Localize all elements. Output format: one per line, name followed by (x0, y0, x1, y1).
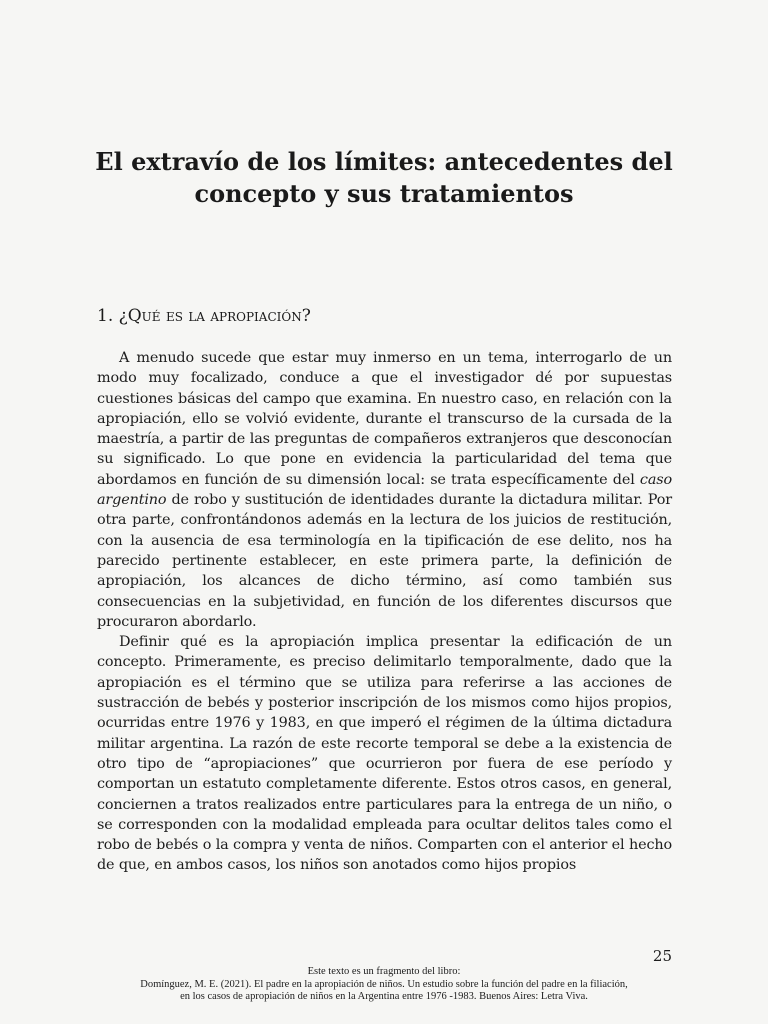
footer-line-3: en los casos de apropiación de niños en la Argentina entre 1976 -1983. Buenos Aires: Letra Viva. (180, 991, 588, 1002)
page-title: El extravío de los límites: antecedentes del concepto y sus tratamientos (95, 147, 673, 208)
paragraph-1 (97, 348, 672, 632)
paragraph-1-text-start: A menudo sucede que estar muy inmerso en un tema, interrogarlo de un modo muy focalizado, conduce a que el investigador dé por supuestas cuestiones básicas del campo que examina. En nuestro caso, en relación con la apropiación, ello se volvió evidente, durante el transcurso de la cursada de la maestría, a partir de las preguntas de compañeros extranjeros que desconocían su significado. Lo que pone en evidencia la particularidad del tema que abordamos en función de su dimensión local: se trata específicamente del (97, 350, 672, 488)
footer-line-2: Domínguez, M. E. (2021). El padre en la apropiación de niños. Un estudio sobre la función del padre en la filiación, (140, 978, 628, 990)
page-number: 25 (652, 947, 672, 965)
section-heading: 1. ¿Qué es la apropiación? (97, 306, 311, 326)
paragraph-2: Definir qué es la apropiación implica presentar la edificación de un concepto. Primeramente, es preciso delimitarlo temporalmente, dado que la apropiación es el término que se utiliza para referirse a las acciones de sustracción de bebés y posterior inscripción de los mismos como hijos propios, ocurridas entre 1976 y 1983, en que imperó el régimen de la última dictadura militar argentina. La razón de este recorte temporal se debe a la existencia de otro tipo de “apropiaciones” que ocurrieron por fuera de ese período y comportan un estatuto completamente diferente. Estos otros casos, en general, conciernen a tratos realizados entre particulares para la entrega de un niño, o se corresponden con la modalidad empleada para ocultar delitos tales como el robo de bebés o la compra y venta de niños. Comparten con el anterior el hecho de que, en ambos casos, los niños son anotados como hijos propios (97, 634, 672, 874)
body-text (97, 348, 672, 876)
footer-note (40, 966, 728, 1004)
footer-line-1: Este texto es un fragmento del libro: (307, 966, 461, 977)
paragraph-1-emphasis: caso argentino (97, 471, 672, 509)
paragraph-1-text-end: de robo y sustitución de identidades durante la dictadura militar. Por otra parte, confrontándonos además en la lectura de los juicios de restitución, con la ausencia de esa terminología en la tipificación de ese delito, nos ha parecido pertinente establecer, en este primera parte, la definición de apropiación, los alcances de dicho término, así como también sus consecuencias en la subjetividad, en función de los diferentes discursos que procuraron abordarlo. (97, 492, 672, 630)
